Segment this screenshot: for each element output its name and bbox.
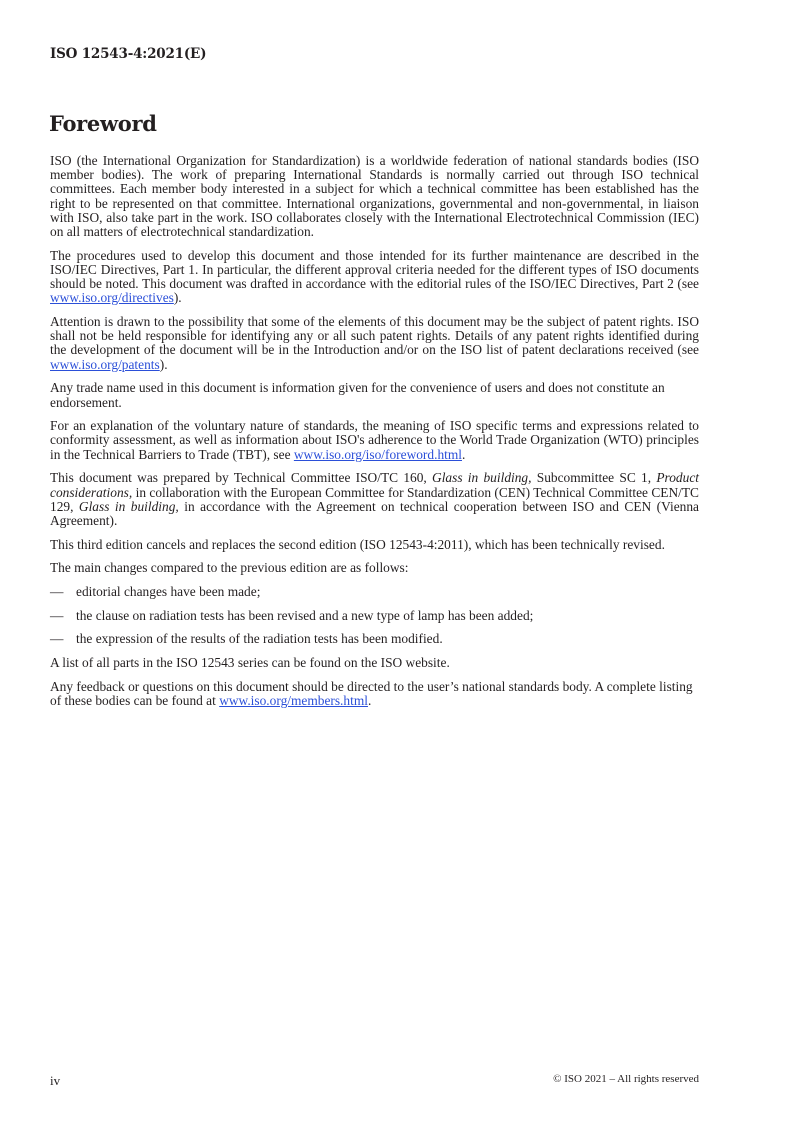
text: ). [173,290,182,306]
cen-committee-title: Glass in building, [78,498,179,514]
foreword-body [50,154,699,718]
members-link[interactable]: www.iso.org/members.html [219,693,368,709]
directives-link[interactable]: www.iso.org/directives [50,290,174,306]
copyright-notice: © ISO 2021 – All rights reserved [553,1073,699,1085]
page-footer [50,1073,699,1089]
paragraph-feedback [50,680,699,708]
text: . [462,446,466,462]
text: Subcommittee SC 1, [531,470,657,486]
text: in collaboration with the European Committee for Standardization (CEN) Technical Committee CEN/TC 129, [50,484,699,514]
paragraph-prepared-by [50,471,699,528]
list-item [50,609,699,623]
dash-bullet: — [50,607,64,623]
list-item-text: editorial changes have been made; [76,584,261,600]
list-item [50,585,699,599]
list-item-text: the expression of the results of the radiation tests has been modified. [76,631,443,647]
paragraph-series-list: A list of all parts in the ISO 12543 series can be found on the ISO website. [50,655,450,671]
text: This document was prepared by Technical Committee ISO/TC 160, [50,470,433,486]
text: Any feedback or questions on this document should be directed to the user’s national standards body. A complete listing of these bodies can be found at [50,678,693,709]
dash-bullet: — [50,631,64,647]
text: ). [159,356,168,372]
paragraph-voluntary-nature [50,419,699,462]
paragraph-iso-intro: ISO (the International Organization for Standardization) is a worldwide federation of national standards bodies (ISO member bodies). The work of preparing International Standards is normally carried out through ISO technical committees. Each member body interested in a subject for which a technical committee has been established has the right to be represented on that committee. International organizations, governmental and non-governmental, in liaison with ISO, also take part in the work. ISO collaborates closely with the International Electrotechnical Commission (IEC) on all matters of electrotechnical standardization. [50,153,699,240]
paragraph-procedures [50,249,699,306]
text: in accordance with the Agreement on technical cooperation between ISO and CEN (Vienna Agreement). [50,498,699,528]
foreword-link[interactable]: www.iso.org/iso/foreword.html [293,446,462,462]
paragraph-patents [50,315,699,372]
dash-bullet: — [50,584,64,600]
paragraph-edition: This third edition cancels and replaces the second edition (ISO 12543-4:2011), which has been technically revised. [50,536,665,552]
subcommittee-title: Product considerations, [50,470,699,500]
committee-title: Glass in building, [432,470,532,486]
page-title: Foreword [49,111,157,136]
text: For an explanation of the voluntary nature of standards, the meaning of ISO specific terms and expressions related to conformity assessment, as well as information about ISO's adherence to the World Trade Organization (WTO) principles in the Technical Barriers to Trade (TBT), see [50,418,699,462]
list-item-text: the clause on radiation tests has been revised and a new type of lamp has been added; [76,607,534,623]
paragraph-main-changes: The main changes compared to the previous edition are as follows: [50,560,409,576]
list-item [50,632,699,646]
changes-list [50,585,699,647]
document-id: ISO 12543-4:2021(E) [50,46,207,62]
paragraph-trade-name: Any trade name used in this document is information given for the convenience of users and does not constitute an endorsement. [50,380,665,410]
patents-link[interactable]: www.iso.org/patents [50,356,160,372]
text: Attention is drawn to the possibility that some of the elements of this document may be the subject of patent rights. ISO shall not be held responsible for identifying any or all such patent rights. Details of any patent rights identified during the development of the document will be in the Introduction and/or on the ISO list of patent declarations received (see [50,314,699,358]
text: The procedures used to develop this document and those intended for its further maintenance are described in the ISO/IEC Directives, Part 1. In particular, the different approval criteria needed for the different types of ISO documents should be noted. This document was drafted in accordance with the editorial rules of the ISO/IEC Directives, Part 2 (see [50,247,699,292]
text: . [367,693,372,709]
page-number: iv [50,1073,61,1088]
